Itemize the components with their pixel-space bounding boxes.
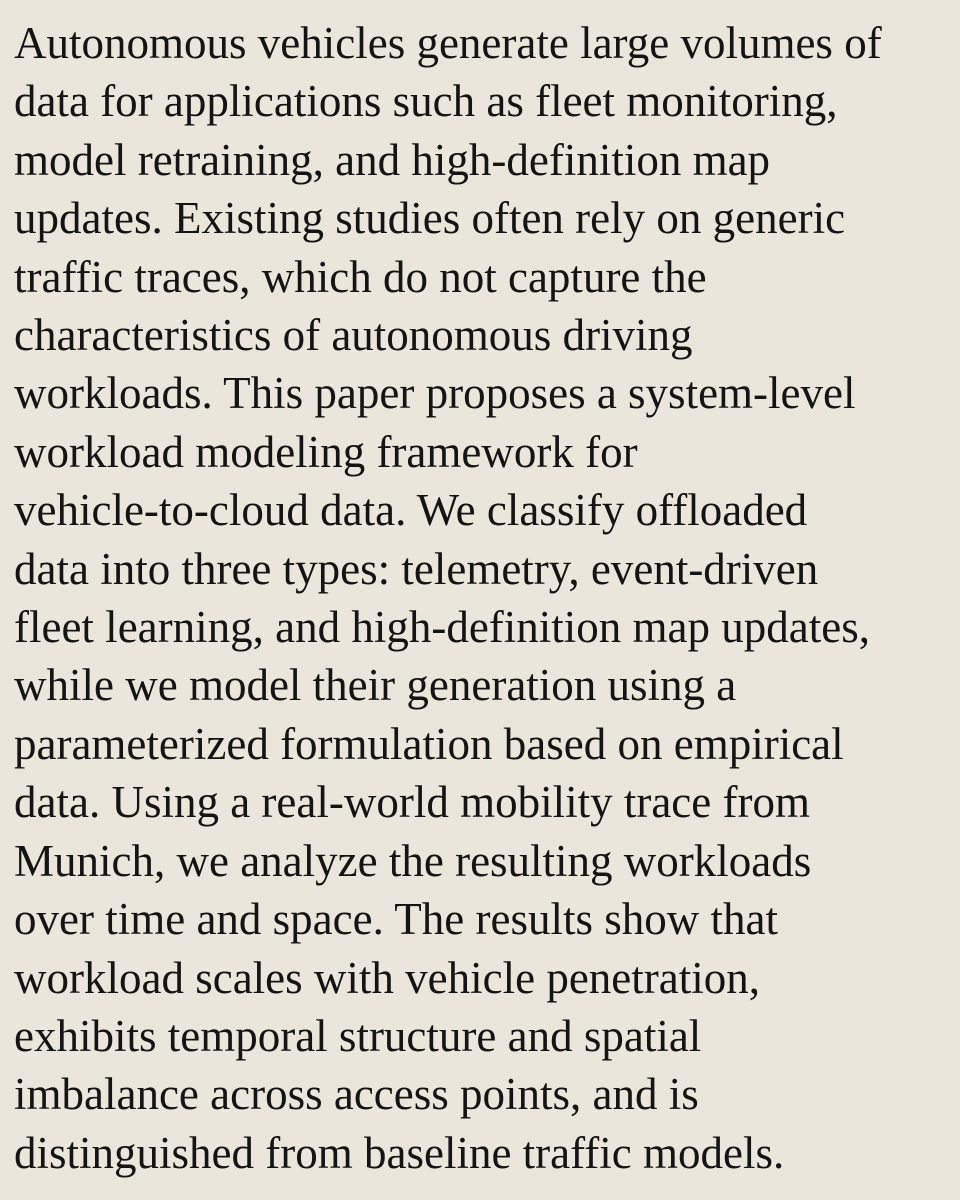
abstract-line: distinguished from baseline traffic models. xyxy=(14,1127,785,1178)
abstract-line: updates. Existing studies often rely on generic xyxy=(14,193,846,244)
abstract-line: Munich, we analyze the resulting workloads xyxy=(14,835,812,886)
abstract-line: workload modeling framework for xyxy=(14,426,638,477)
abstract-line: over time and space. The results show that xyxy=(14,894,778,945)
abstract-line: workload scales with vehicle penetration, xyxy=(14,952,760,1003)
abstract-line: workloads. This paper proposes a system-level xyxy=(14,368,856,419)
abstract-line: model retraining, and high-definition map xyxy=(14,134,771,185)
abstract-line: data into three types: telemetry, event-driven xyxy=(14,543,819,594)
abstract-line: data. Using a real-world mobility trace from xyxy=(14,777,810,828)
abstract-line: exhibits temporal structure and spatial xyxy=(14,1010,702,1061)
abstract-line: data for applications such as fleet monitoring, xyxy=(14,76,838,127)
abstract-line: traffic traces, which do not capture the xyxy=(14,251,707,302)
abstract-line: vehicle-to-cloud data. We classify offloaded xyxy=(14,485,808,536)
abstract-line: imbalance across access points, and is xyxy=(14,1069,699,1120)
abstract-line: characteristics of autonomous driving xyxy=(14,310,693,361)
abstract-line: while we model their generation using a xyxy=(14,660,737,711)
abstract-line: fleet learning, and high-definition map updates, xyxy=(14,602,870,653)
abstract-line: Autonomous vehicles generate large volumes of xyxy=(14,18,882,68)
abstract-text xyxy=(14,14,954,1182)
abstract-line: parameterized formulation based on empirical xyxy=(14,718,844,769)
